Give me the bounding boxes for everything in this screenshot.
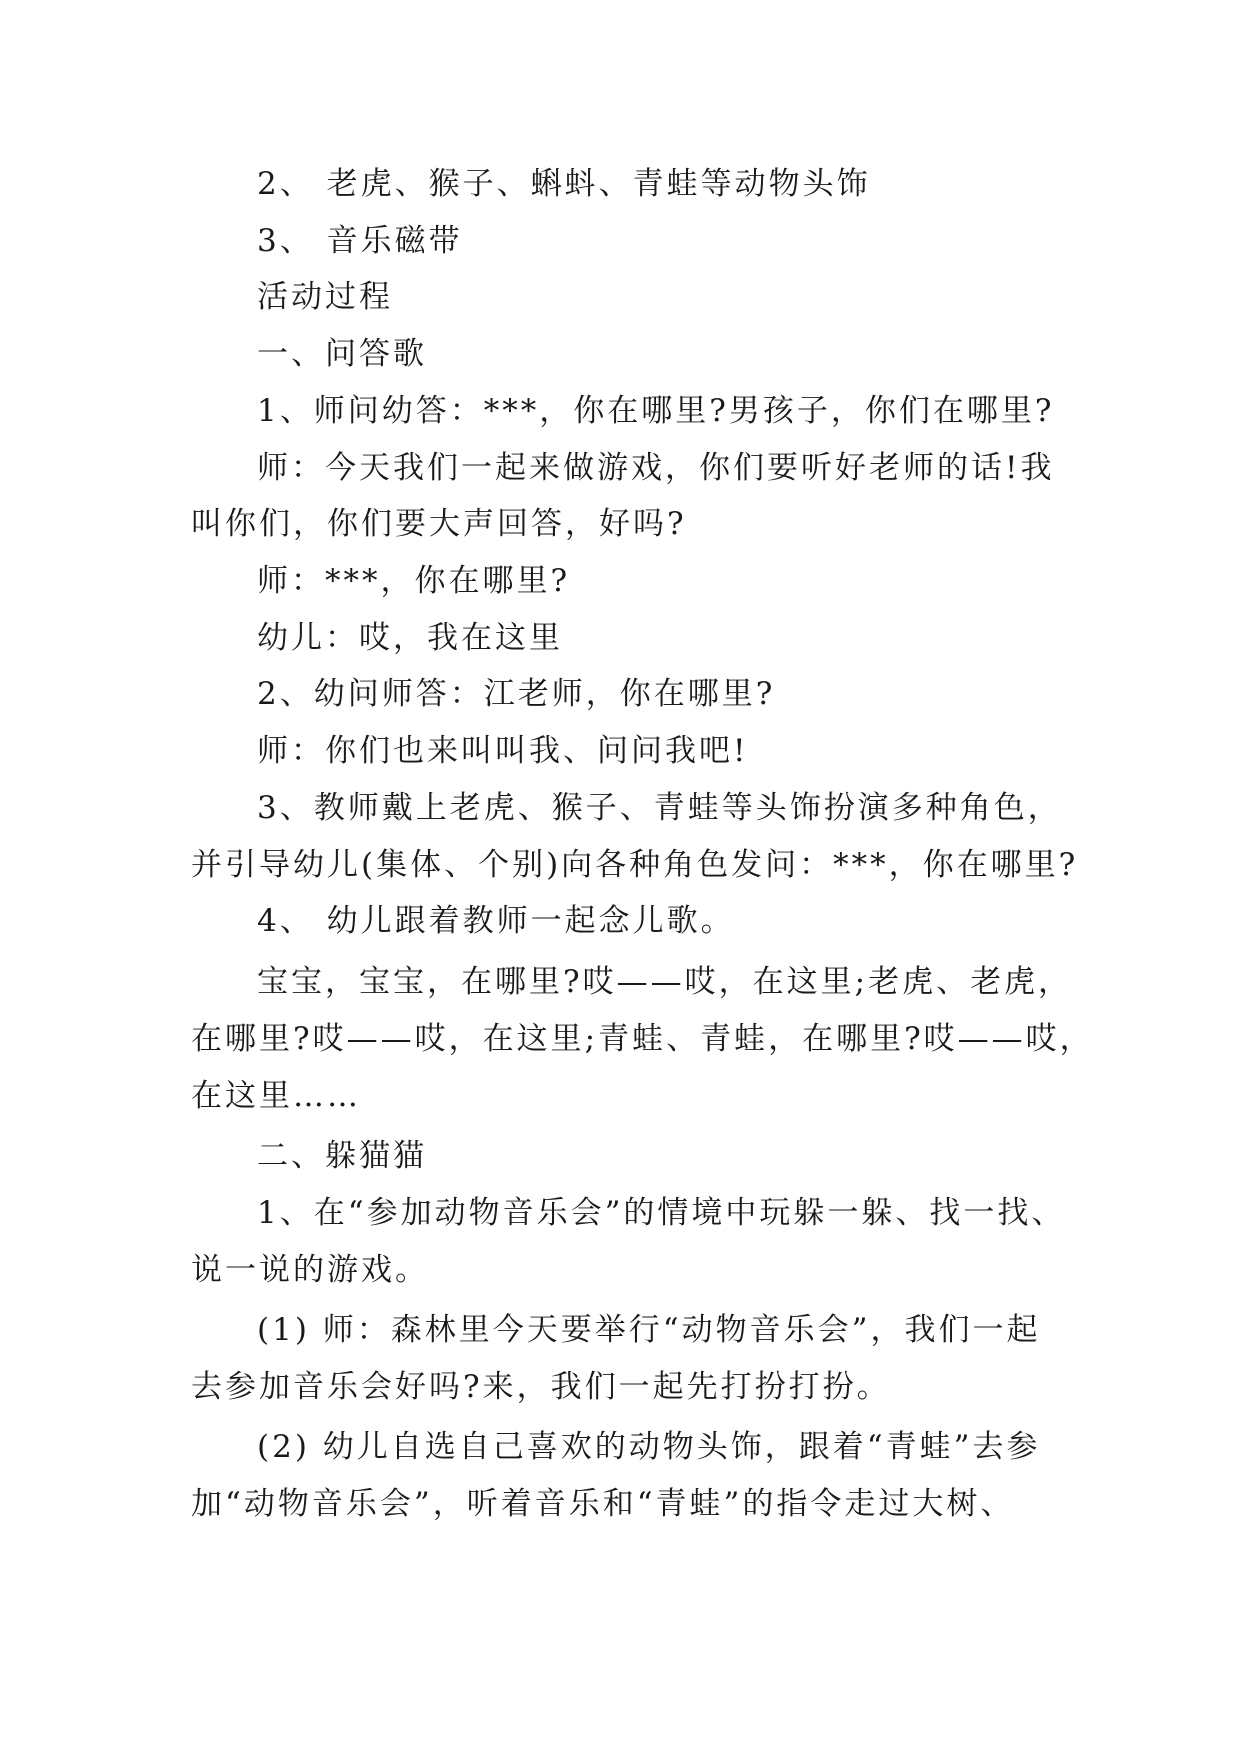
paragraph-line: 2、幼问师答：江老师，你在哪里? bbox=[257, 676, 776, 712]
paragraph-line: 师：你们也来叫叫我、问问我吧! bbox=[257, 733, 749, 769]
paragraph-line: 1、在“参加动物音乐会”的情境中玩躲一躲、找一找、 bbox=[257, 1195, 1066, 1231]
rhyme-line: 宝宝，宝宝，在哪里?哎——哎，在这里;老虎、老虎， bbox=[257, 964, 1073, 1000]
rhyme-line: 在哪里?哎——哎，在这里;青蛙、青蛙，在哪里?哎——哎， bbox=[191, 1021, 1094, 1057]
paragraph-line: 3、教师戴上老虎、猴子、青蛙等头饰扮演多种角色， bbox=[257, 790, 1062, 826]
paragraph-line: 师：***，你在哪里? bbox=[257, 563, 571, 599]
paragraph-line: 去参加音乐会好吗?来，我们一起先打扮打扮。 bbox=[191, 1369, 891, 1405]
paragraph-line: 幼儿：哎，我在这里 bbox=[257, 620, 563, 656]
paragraph-line: 加“动物音乐会”，听着音乐和“青蛙”的指令走过大树、 bbox=[191, 1486, 1015, 1522]
section-heading-qa-song: 一、问答歌 bbox=[257, 336, 427, 372]
materials-item-3: 3、 音乐磁带 bbox=[257, 223, 463, 259]
rhyme-line: 在这里…… bbox=[191, 1078, 361, 1114]
paragraph-line: 说一说的游戏。 bbox=[191, 1252, 429, 1288]
paragraph-line: 4、 幼儿跟着教师一起念儿歌。 bbox=[257, 903, 735, 939]
paragraph-line: 1、师问幼答：***，你在哪里?男孩子，你们在哪里? bbox=[257, 393, 1055, 429]
paragraph-line: 叫你们，你们要大声回答，好吗? bbox=[191, 506, 687, 542]
paragraph-line: 并引导幼儿(集体、个别)向各种角色发问：***，你在哪里? bbox=[191, 847, 1079, 883]
section-heading-hide-and-seek: 二、躲猫猫 bbox=[257, 1138, 427, 1174]
section-heading-activity-process: 活动过程 bbox=[257, 279, 393, 315]
paragraph-line: (2) 幼儿自选自己喜欢的动物头饰，跟着“青蛙”去参 bbox=[257, 1429, 1041, 1465]
materials-item-2: 2、 老虎、猴子、蝌蚪、青蛙等动物头饰 bbox=[257, 166, 871, 202]
paragraph-line: (1) 师：森林里今天要举行“动物音乐会”，我们一起 bbox=[257, 1312, 1041, 1348]
paragraph-line: 师：今天我们一起来做游戏，你们要听好老师的话!我 bbox=[257, 450, 1055, 486]
